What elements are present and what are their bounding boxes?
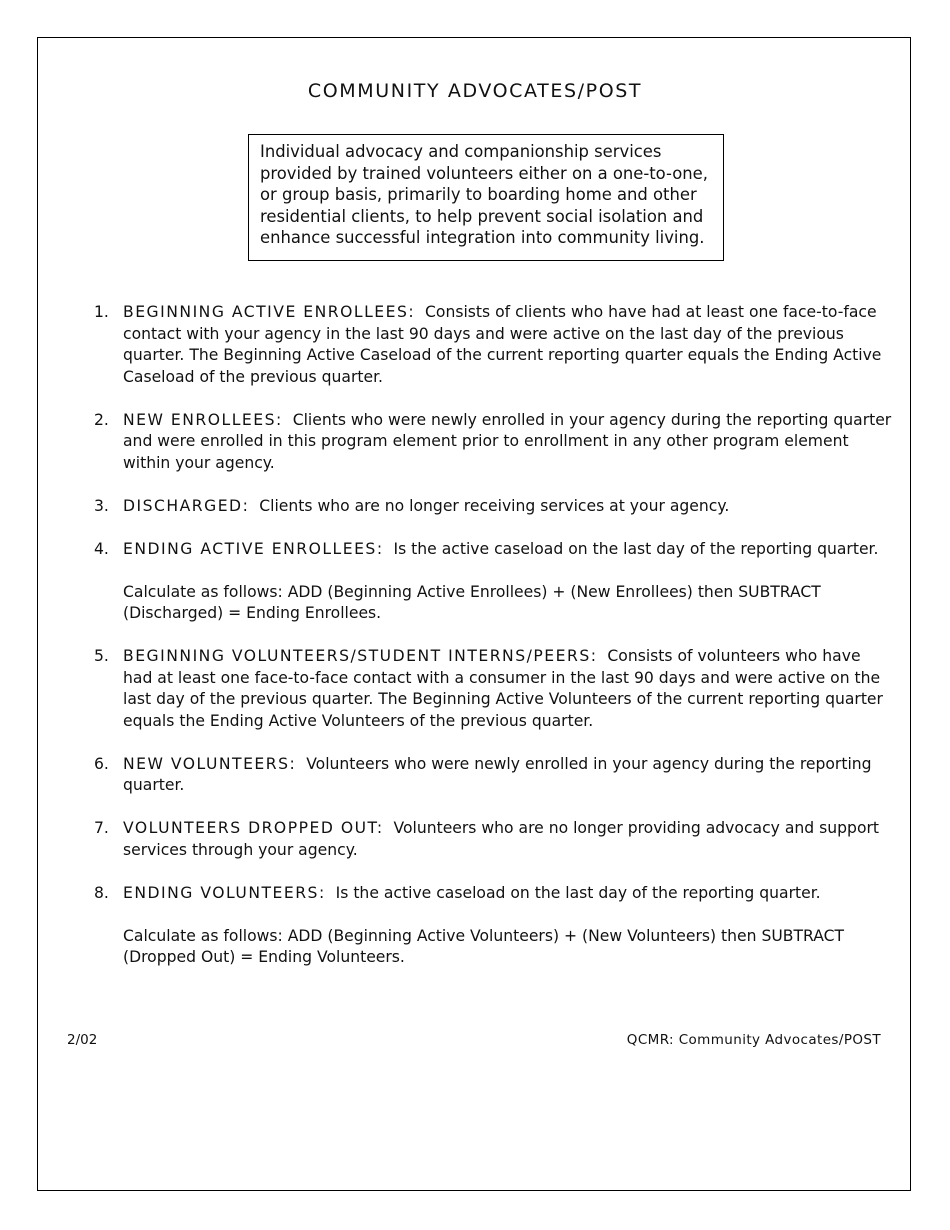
footer-date: 2/02 <box>67 1032 98 1048</box>
item-term: ENDING VOLUNTEERS: <box>123 883 326 902</box>
definition-item-beginning-volunteers <box>94 646 894 732</box>
item-text: Clients who are no longer receiving services at your agency. <box>259 496 730 515</box>
definition-item-ending-active-enrollees <box>94 539 894 625</box>
item-calculation: Calculate as follows: ADD (Beginning Active Volunteers) + (New Volunteers) then SUBTRACT (Dropped Out) = Ending Volunteers. <box>123 926 845 966</box>
definition-item-new-enrollees <box>94 410 894 475</box>
item-number: 3. <box>94 496 109 515</box>
item-term: BEGINNING ACTIVE ENROLLEES: <box>123 303 416 321</box>
footer-label: QCMR: Community Advocates/POST <box>626 1032 881 1048</box>
definition-item-beginning-active-enrollees <box>94 302 894 388</box>
definition-item-volunteers-dropped-out <box>94 818 894 861</box>
item-number: 7. <box>94 819 109 837</box>
document-title: COMMUNITY ADVOCATES/POST <box>307 80 643 102</box>
item-term: DISCHARGED: <box>123 496 250 515</box>
item-number: 8. <box>94 883 109 902</box>
item-text: Clients who were newly enrolled in your agency during the reporting quarter and were enrolled in this program element prior to enrollment in any other program element within your agency. <box>123 410 892 472</box>
item-text: Consists of volunteers who have had at least one face-to-face contact with a consumer in the last 90 days and were active on the last day of the previous quarter. The Beginning Active Volunteers of the current reporting quarter equals the Ending Active Volunteers of the previous quarter. <box>123 647 883 730</box>
item-number: 6. <box>94 754 109 773</box>
item-text: Volunteers who are no longer providing advocacy and support services through your agency. <box>123 819 880 859</box>
item-text: Volunteers who were newly enrolled in your agency during the reporting quarter. <box>123 754 872 794</box>
description-box <box>248 134 724 261</box>
item-number: 5. <box>94 647 109 665</box>
definition-item-discharged <box>94 496 894 518</box>
item-text: Is the active caseload on the last day of the reporting quarter. <box>393 539 879 558</box>
definition-item-ending-volunteers <box>94 883 894 969</box>
item-term: BEGINNING VOLUNTEERS/STUDENT INTERNS/PEERS: <box>123 647 598 665</box>
item-number: 2. <box>94 410 109 429</box>
item-number: 4. <box>94 539 109 558</box>
description-text: Individual advocacy and companionship services provided by trained volunteers either on a one-to-one, or group basis, primarily to boarding home and other residential clients, to help prevent social isolation and enhance successful integration into community living. <box>260 142 708 247</box>
item-term: NEW ENROLLEES: <box>123 410 283 429</box>
item-text: Consists of clients who have had at least one face-to-face contact with your agency in the last 90 days and were active on the last day of the previous quarter. The Beginning Active Caseload of the current reporting quarter equals the Ending Active Caseload of the previous quarter. <box>123 303 882 386</box>
item-calculation: Calculate as follows: ADD (Beginning Active Enrollees) + (New Enrollees) then SUBTRACT (Discharged) = Ending Enrollees. <box>123 582 821 622</box>
item-text: Is the active caseload on the last day of the reporting quarter. <box>335 883 821 902</box>
item-term: ENDING ACTIVE ENROLLEES: <box>123 539 384 558</box>
definitions-list <box>94 302 894 990</box>
item-term: NEW VOLUNTEERS: <box>123 754 297 773</box>
definition-item-new-volunteers <box>94 754 894 797</box>
item-term: VOLUNTEERS DROPPED OUT: <box>123 819 384 837</box>
item-number: 1. <box>94 303 109 321</box>
